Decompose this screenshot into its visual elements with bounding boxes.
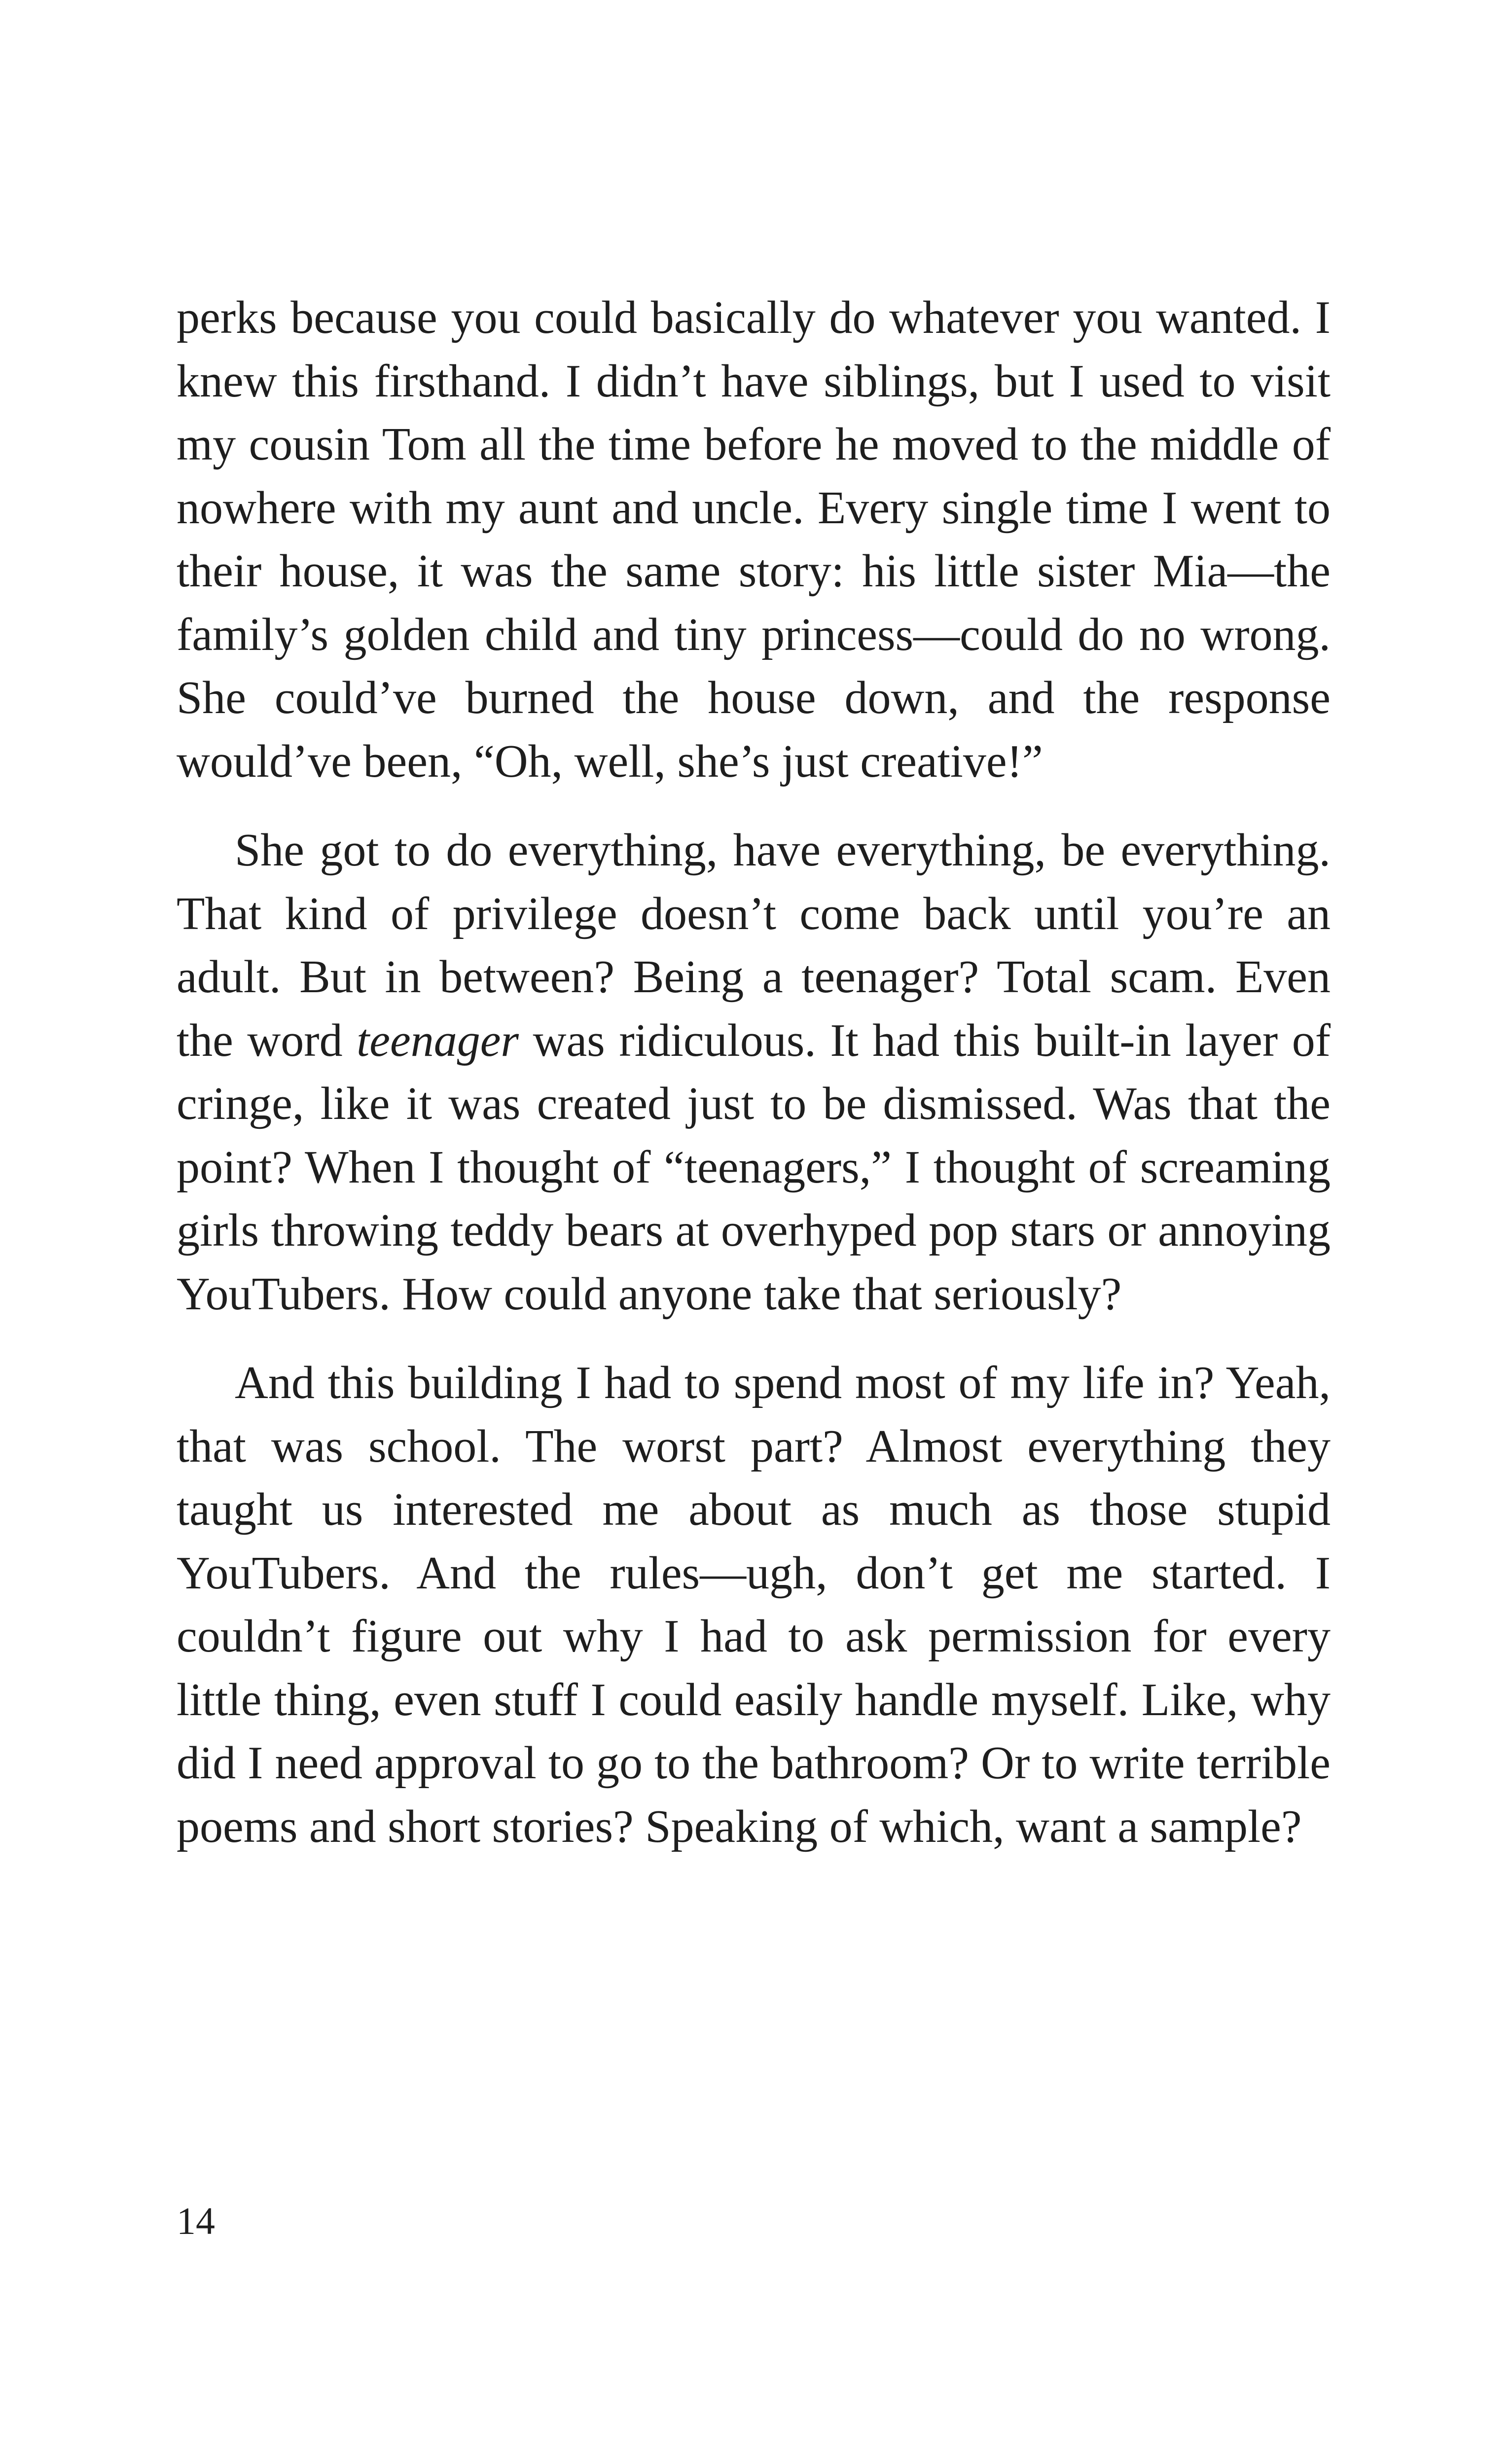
- page-number: 14: [177, 2199, 215, 2242]
- body-text: [177, 286, 1331, 1858]
- paragraph-2: [177, 819, 1331, 1326]
- paragraph-3: And this building I had to spend most of my life in? Yeah, that was school. The worst part? Almost everything they taught us interested me about as much as those stupid YouTubers. And the rules—ugh, don’t get me started. I couldn’t figure out why I had to ask permission for every little thing, even stuff I could easily handle myself. Like, why did I need approval to go to the bathroom? Or to write terrible poems and short stories? Speaking of which, want a sample?: [177, 1357, 1331, 1852]
- paragraph-1: perks because you could basically do whatever you wanted. I knew this firsthand. I didn’t have siblings, but I used to visit my cousin Tom all the time before he moved to the middle of nowhere with my aunt and uncle. Every single time I went to their house, it was the same story: his little sister Mia—the family’s golden child and tiny princess—could do no wrong. She could’ve burned the house down, and the response would’ve been, “Oh, well, she’s just creative!”: [177, 292, 1331, 787]
- paragraph-2-emphasis: teenager: [357, 1014, 519, 1066]
- paragraph-2-text-before: She got to do everything, have everything, be everything. That kind of privilege doesn’t come back until you’re an adult. But in between? Being a teenager? Total scam. Even the word: [177, 825, 1331, 1066]
- paragraph-2-text-after: was ridiculous. It had this built-in layer of cringe, like it was created just to be dismissed. Was that the point? When I thought of “teenagers,” I thought of screaming girls throwing teddy bears at overhyped pop stars or annoying YouTubers. How could anyone take that seriously?: [177, 1014, 1331, 1320]
